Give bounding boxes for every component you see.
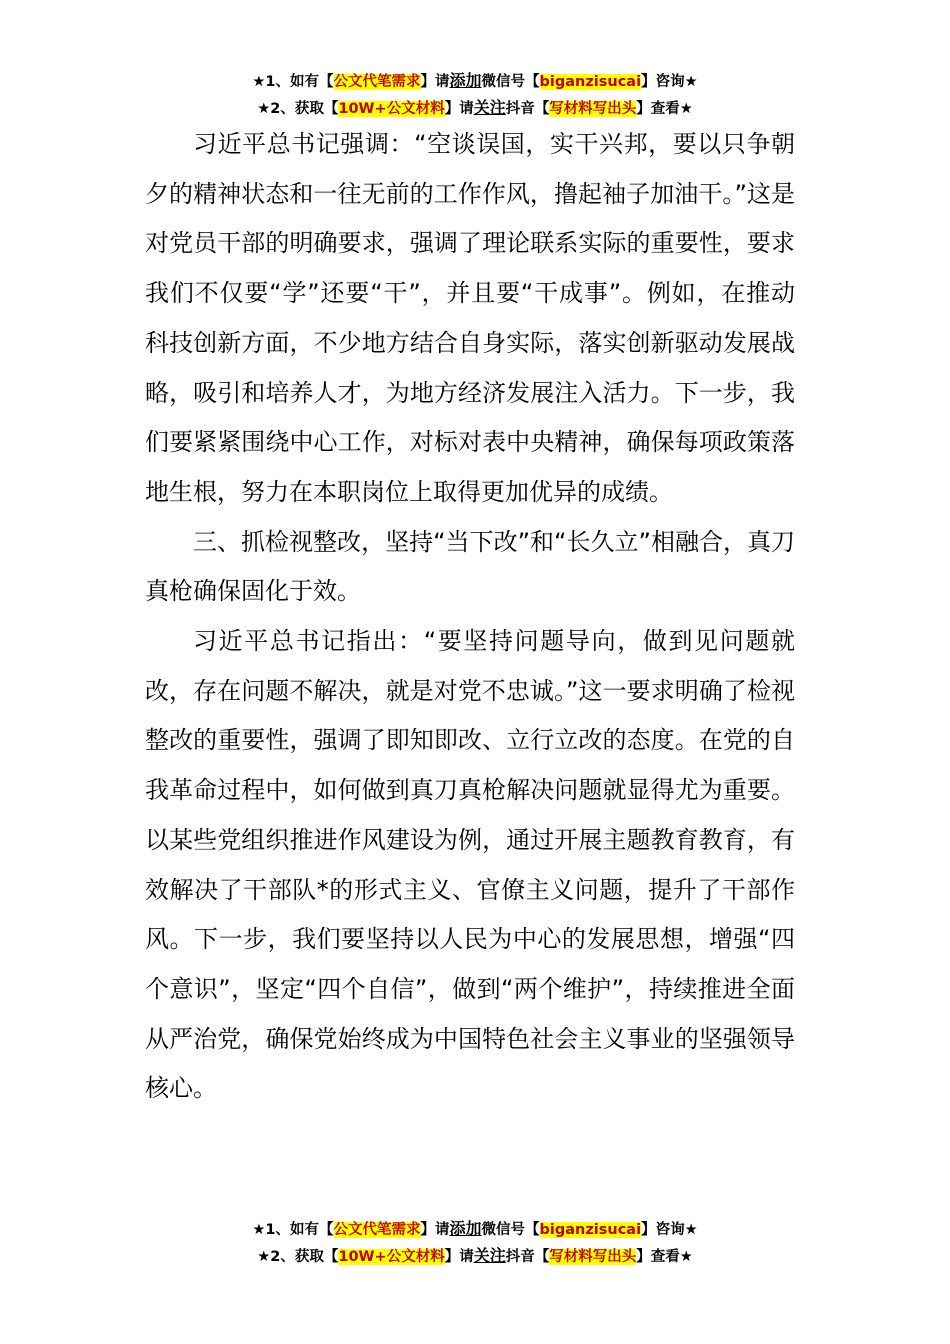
- banner-text: 】查看: [636, 101, 680, 117]
- highlight-douyin: 写材料写出头: [549, 1249, 637, 1265]
- banner-text: 】咨询: [641, 74, 685, 90]
- banner-text: 】请: [420, 74, 450, 90]
- banner-text: 】请: [444, 1249, 474, 1265]
- highlight-wechat-id: biganzisucai: [539, 1222, 642, 1238]
- banner-text: 微信号【: [481, 74, 540, 90]
- section-heading: 三、抓检视整改，坚持“当下改”和“长久立”相融合，真刀真枪确保固化于效。: [145, 527, 795, 606]
- banner-text: 抖音【: [505, 101, 550, 117]
- document-body: [145, 120, 795, 1114]
- footer-banner: [0, 1216, 950, 1270]
- banner-line-1: [0, 1216, 950, 1243]
- banner-text: 1、如有【: [265, 74, 334, 90]
- star-icon: ★: [679, 1249, 693, 1265]
- star-icon: ★: [252, 1222, 266, 1238]
- banner-text: 1、如有【: [265, 1222, 334, 1238]
- banner-text: 抖音【: [505, 1249, 550, 1265]
- banner-emphasis: 添加: [449, 1219, 482, 1238]
- banner-text: 2、获取【: [270, 1249, 339, 1265]
- highlight-materials: 10W+公文材料: [338, 101, 445, 117]
- star-icon: ★: [257, 1249, 271, 1265]
- banner-line-2: [0, 1243, 950, 1270]
- highlight-service: 公文代笔需求: [333, 74, 421, 90]
- star-icon: ★: [684, 74, 698, 90]
- banner-text: 】咨询: [641, 1222, 685, 1238]
- banner-text: 】查看: [636, 1249, 680, 1265]
- banner-text: 】请: [444, 101, 474, 117]
- banner-text: 2、获取【: [270, 101, 339, 117]
- star-icon: ★: [257, 101, 271, 117]
- banner-text: 】请: [420, 1222, 450, 1238]
- highlight-service: 公文代笔需求: [333, 1222, 421, 1238]
- star-icon: ★: [252, 74, 266, 90]
- highlight-materials: 10W+公文材料: [338, 1249, 445, 1265]
- banner-text: 微信号【: [481, 1222, 540, 1238]
- banner-emphasis: 关注: [473, 98, 506, 117]
- star-icon: ★: [684, 1222, 698, 1238]
- banner-emphasis: 添加: [449, 71, 482, 90]
- banner-emphasis: 关注: [473, 1246, 506, 1265]
- star-icon: ★: [679, 101, 693, 117]
- highlight-wechat-id: biganzisucai: [539, 74, 642, 90]
- highlight-douyin: 写材料写出头: [549, 101, 637, 117]
- paragraph: 习近平总书记强调：“空谈误国，实干兴邦，要以只争朝夕的精神状态和一往无前的工作作风，撸起袖子加油干。”这是对党员干部的明确要求，强调了理论联系实际的重要性，要求我们不仅要“学”还要“干”，并且要“干成事”。例如，在推动科技创新方面，不少地方结合自身实际，落实创新驱动发展战略，吸引和培养人才，为地方经济发展注入活力。下一步，我们要紧紧围绕中心工作，对标对表中央精神，确保每项政策落地生根，努力在本职岗位上取得更加优异的成绩。: [145, 130, 795, 506]
- banner-line-1: [0, 68, 950, 95]
- paragraph: 习近平总书记指出：“要坚持问题导向，做到见问题就改，存在问题不解决，就是对党不忠诚。”这一要求明确了检视整改的重要性，强调了即知即改、立行立改的态度。在党的自我革命过程中，如何做到真刀真枪解决问题就显得尤为重要。以某些党组织推进作风建设为例，通过开展主题教育教育，有效解决了干部队*的形式主义、官僚主义问题，提升了干部作风。下一步，我们要坚持以人民为中心的发展思想，增强“四个意识”，坚定“四个自信”，做到“两个维护”，持续推进全面从严治党，确保党始终成为中国特色社会主义事业的坚强领导核心。: [145, 627, 795, 1103]
- banner-line-2: [0, 95, 950, 122]
- header-banner: [0, 68, 950, 122]
